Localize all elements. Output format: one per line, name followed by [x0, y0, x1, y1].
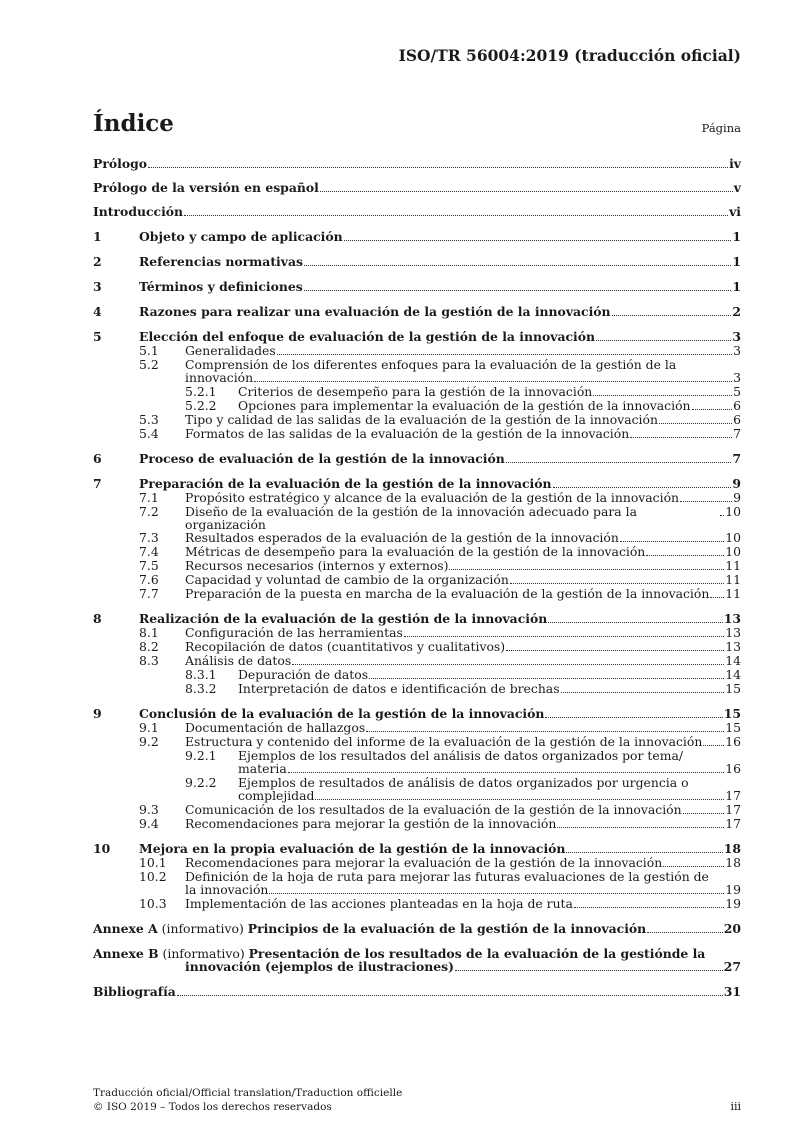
page-footer: [93, 1086, 402, 1114]
toc-entry-8-3-2[interactable]: 8.3.2 Interpretación de datos e identificación de brechas 15: [185, 681, 741, 696]
toc-entry-5-2-2[interactable]: 5.2.2 Opciones para implementar la evaluación de la gestión de la innovación 6: [185, 398, 741, 413]
toc-entry-9-4[interactable]: 9.4 Recomendaciones para mejorar la gestión de la innovación 17: [139, 816, 741, 831]
toc-entry-9-2-1-line2[interactable]: materia 16: [238, 761, 741, 776]
page-column-label: Página: [701, 121, 741, 135]
toc-entry-8-3[interactable]: 8.3 Análisis de datos 14: [139, 653, 741, 668]
toc-entry-2[interactable]: 2 Referencias normativas 1: [93, 254, 741, 269]
toc-entry-5-3[interactable]: 5.3 Tipo y calidad de las salidas de la evaluación de la gestión de la innovación 6: [139, 412, 741, 427]
toc-entry-7-1[interactable]: 7.1 Propósito estratégico y alcance de la evaluación de la gestión de la innovación 9: [139, 490, 741, 505]
toc-entry-10-2-line2[interactable]: la innovación 19: [185, 882, 741, 897]
toc-entry-annex-a[interactable]: Annexe A (informativo) Principios de la evaluación de la gestión de la innovación 20: [93, 921, 741, 936]
toc-entry-3[interactable]: 3 Términos y definiciones 1: [93, 279, 741, 294]
toc-entry-8-1[interactable]: 8.1 Configuración de las herramientas 13: [139, 625, 741, 640]
toc-entry-10-1[interactable]: 10.1 Recomendaciones para mejorar la evaluación de la gestión de la innovación 18: [139, 855, 741, 870]
toc-entry-annex-b-line1[interactable]: Annexe B (informativo) Presentación de los resultados de la evaluación de la gestiónde la: [93, 946, 706, 961]
toc-entry-8-3-1[interactable]: 8.3.1 Depuración de datos 14: [185, 667, 741, 682]
toc-entry-10-3[interactable]: 10.3 Implementación de las acciones planteadas en la hoja de ruta 19: [139, 896, 741, 911]
toc-entry-7-4[interactable]: 7.4 Métricas de desempeño para la evaluación de la gestión de la innovación 10: [139, 544, 741, 559]
toc-entry-7[interactable]: 7 Preparación de la evaluación de la gestión de la innovación 9: [93, 476, 741, 491]
toc-entry-8[interactable]: 8 Realización de la evaluación de la gestión de la innovación 13: [93, 611, 741, 626]
toc-entry-9-1[interactable]: 9.1 Documentación de hallazgos 15: [139, 720, 741, 735]
toc-entry-9-2-2-line1[interactable]: 9.2.2 Ejemplos de resultados de análisis de datos organizados por urgencia o: [185, 775, 689, 790]
toc-entry-4[interactable]: 4 Razones para realizar una evaluación de la gestión de la innovación 2: [93, 304, 741, 319]
toc-entry-5-4[interactable]: 5.4 Formatos de las salidas de la evaluación de la gestión de la innovación 7: [139, 426, 741, 441]
toc-entry-5-1[interactable]: 5.1 Generalidades 3: [139, 343, 741, 358]
toc-entry-5-2-line2[interactable]: innovación 3: [185, 370, 741, 385]
toc-entry-bibliografia[interactable]: Bibliografía 31: [93, 984, 741, 999]
toc-entry-annex-b-line2[interactable]: innovación (ejemplos de ilustraciones) 27: [185, 959, 741, 974]
toc-entry-6[interactable]: 6 Proceso de evaluación de la gestión de la innovación 7: [93, 451, 741, 466]
page-title: Índice: [93, 110, 174, 137]
toc-entry-prologo-es[interactable]: Prólogo de la versión en español v: [93, 180, 741, 195]
toc-entry-5[interactable]: 5 Elección del enfoque de evaluación de la gestión de la innovación 3: [93, 329, 741, 344]
footer-copyright: © ISO 2019 – Todos los derechos reservados: [93, 1101, 332, 1113]
toc-entry-10[interactable]: 10 Mejora en la propia evaluación de la gestión de la innovación 18: [93, 841, 741, 856]
footer-translation-note: Traducción oficial/Official translation/Traduction officielle: [93, 1087, 403, 1099]
table-of-contents: [93, 157, 741, 999]
toc-entry-7-2[interactable]: 7.2 Diseño de la evaluación de la gestión de la innovación adecuado para la organización 10: [139, 504, 741, 532]
toc-entry-5-2-1[interactable]: 5.2.1 Criterios de desempeño para la gestión de la innovación 5: [185, 384, 741, 399]
toc-entry-9-2[interactable]: 9.2 Estructura y contenido del informe de la evaluación de la gestión de la innovación 16: [139, 734, 741, 749]
toc-entry-9-2-1-line1[interactable]: 9.2.1 Ejemplos de los resultados del análisis de datos organizados por tema/: [185, 748, 684, 763]
toc-entry-7-3[interactable]: 7.3 Resultados esperados de la evaluación de la gestión de la innovación 10: [139, 530, 741, 545]
toc-entry-7-5[interactable]: 7.5 Recursos necesarios (internos y externos) 11: [139, 558, 741, 573]
toc-entry-1[interactable]: 1 Objeto y campo de aplicación 1: [93, 229, 741, 244]
page-number: iii: [730, 1100, 741, 1113]
toc-entry-prologo[interactable]: Prólogo iv: [93, 156, 741, 171]
toc-entry-9-2-2-line2[interactable]: complejidad 17: [238, 788, 741, 803]
toc-entry-introduccion[interactable]: Introducción vi: [93, 204, 741, 219]
toc-entry-9-3[interactable]: 9.3 Comunicación de los resultados de la evaluación de la gestión de la innovación 17: [139, 802, 741, 817]
toc-entry-10-2-line1[interactable]: 10.2 Definición de la hoja de ruta para mejorar las futuras evaluaciones de la gestión de: [139, 869, 709, 884]
toc-entry-5-2-line1[interactable]: 5.2 Comprensión de los diferentes enfoques para la evaluación de la gestión de la: [139, 357, 677, 372]
toc-entry-7-6[interactable]: 7.6 Capacidad y voluntad de cambio de la organización 11: [139, 572, 741, 587]
document-code: ISO/TR 56004:2019 (traducción oficial): [398, 46, 741, 65]
toc-entry-8-2[interactable]: 8.2 Recopilación de datos (cuantitativos y cualitativos) 13: [139, 639, 741, 654]
toc-entry-7-7[interactable]: 7.7 Preparación de la puesta en marcha de la evaluación de la gestión de la innovación 11: [139, 586, 741, 601]
toc-entry-9[interactable]: 9 Conclusión de la evaluación de la gestión de la innovación 15: [93, 706, 741, 721]
